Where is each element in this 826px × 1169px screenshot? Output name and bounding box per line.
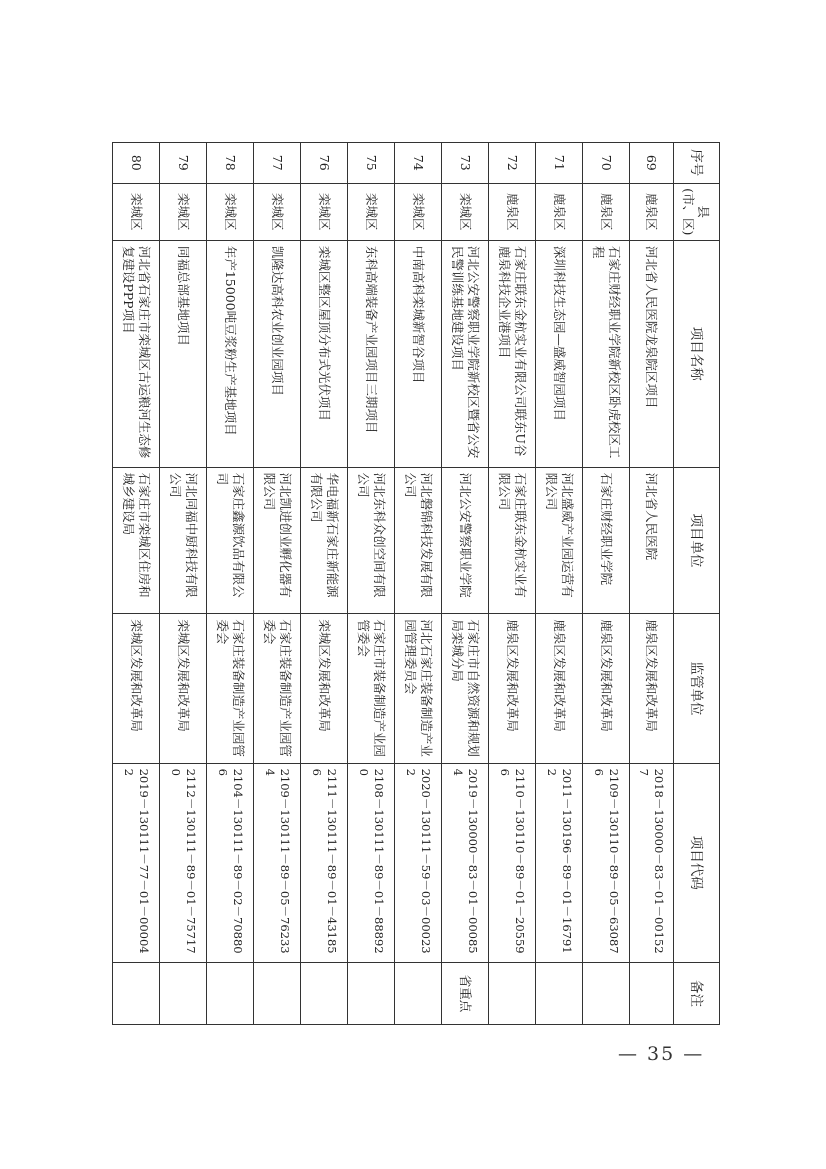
county-cell: 鹿泉区 <box>582 183 629 240</box>
project-table <box>112 142 720 1025</box>
row-number-cell: 70 <box>582 143 629 184</box>
remark-cell <box>488 962 535 1024</box>
supervisor-cell: 石家庄市自然资源和规划局栾城分局 <box>441 614 488 763</box>
row-number-cell: 79 <box>160 143 207 184</box>
project-code-cell: 2020－130111－59－03－000232 <box>394 763 441 962</box>
supervisor-cell: 鹿泉区发展和改革局 <box>629 614 673 763</box>
project-unit-cell: 河北凯进创业孵化器有限公司 <box>253 467 300 614</box>
table-row <box>253 143 300 1025</box>
project-code-cell: 2109－130111－89－05－762334 <box>253 763 300 962</box>
header-project-code: 项目代码 <box>674 763 720 962</box>
project-unit-cell: 河北公安警察职业学院 <box>441 467 488 614</box>
project-code-cell: 2019－130111－77－01－000042 <box>113 763 160 962</box>
county-cell: 栾城区 <box>300 183 347 240</box>
remark-cell: 省重点 <box>441 962 488 1024</box>
row-number-cell: 80 <box>113 143 160 184</box>
row-number-cell: 78 <box>207 143 254 184</box>
row-number-cell: 73 <box>441 143 488 184</box>
table-row <box>441 143 488 1025</box>
header-project-unit: 项目单位 <box>674 467 720 614</box>
table-row <box>347 143 394 1025</box>
table-row <box>629 143 673 1025</box>
row-number-cell: 69 <box>629 143 673 184</box>
header-project-name: 项目名称 <box>674 240 720 467</box>
supervisor-cell: 鹿泉区发展和改革局 <box>488 614 535 763</box>
header-row <box>674 143 720 1025</box>
project-name-cell: 河北公安警察职业学院新校区暨省公安民警训练基地建设项目 <box>441 240 488 467</box>
remark-cell <box>347 962 394 1024</box>
project-unit-cell: 石家庄联东金杭实业有限公司 <box>488 467 535 614</box>
project-code-cell: 2110－130110－89－01－205596 <box>488 763 535 962</box>
supervisor-cell: 鹿泉区发展和改革局 <box>582 614 629 763</box>
county-cell: 栾城区 <box>113 183 160 240</box>
header-remark: 备注 <box>674 962 720 1024</box>
remark-cell <box>300 962 347 1024</box>
project-name-cell: 栾城区整区屋顶分布式光伏项目 <box>300 240 347 467</box>
row-number-cell: 71 <box>535 143 582 184</box>
supervisor-cell: 栾城区发展和改革局 <box>160 614 207 763</box>
page-number: — 35 — <box>618 1043 705 1065</box>
header-supervisor: 监管单位 <box>674 614 720 763</box>
project-unit-cell: 河北东科众创空间有限公司 <box>347 467 394 614</box>
project-name-cell: 凯隆达高科农业创业园项目 <box>253 240 300 467</box>
project-name-cell: 东科高端装备产业园项目三期项目 <box>347 240 394 467</box>
table-row <box>394 143 441 1025</box>
table-row <box>207 143 254 1025</box>
project-code-cell: 2018－130000－83－01－001527 <box>629 763 673 962</box>
project-name-cell: 深圳科技生态园—盛威智园项目 <box>535 240 582 467</box>
project-code-cell: 2112－130111－89－01－757170 <box>160 763 207 962</box>
project-code-cell: 2111－130111－89－01－431856 <box>300 763 347 962</box>
supervisor-cell: 河北石家庄装备制造产业园管理委员会 <box>394 614 441 763</box>
remark-cell <box>394 962 441 1024</box>
project-unit-cell: 河北磐锦科技发展有限公司 <box>394 467 441 614</box>
project-unit-cell: 河北省人民医院 <box>629 467 673 614</box>
project-unit-cell: 石家庄财经职业学院 <box>582 467 629 614</box>
header-county: 县 (市、区) <box>674 183 720 240</box>
table-row <box>488 143 535 1025</box>
project-name-cell: 河北省石家庄市栾城区古运粮河生态修复建设PPP项目 <box>113 240 160 467</box>
county-cell: 鹿泉区 <box>535 183 582 240</box>
project-name-cell: 石家庄联东金杭实业有限公司联东U谷鹿泉科技企业港项目 <box>488 240 535 467</box>
remark-cell <box>582 962 629 1024</box>
remark-cell <box>253 962 300 1024</box>
remark-cell <box>160 962 207 1024</box>
rotated-table-content <box>112 142 720 1025</box>
county-cell: 栾城区 <box>347 183 394 240</box>
county-cell: 栾城区 <box>441 183 488 240</box>
rotated-table-frame <box>112 142 720 1025</box>
table-row <box>160 143 207 1025</box>
table-row <box>582 143 629 1025</box>
row-number-cell: 76 <box>300 143 347 184</box>
remark-cell <box>535 962 582 1024</box>
project-name-cell: 中南高科栾城新智谷项目 <box>394 240 441 467</box>
project-code-cell: 2109－130110－89－05－630876 <box>582 763 629 962</box>
project-name-cell: 同福总部基地项目 <box>160 240 207 467</box>
supervisor-cell: 石家庄装备制造产业园管委会 <box>253 614 300 763</box>
supervisor-cell: 栾城区发展和改革局 <box>300 614 347 763</box>
project-code-cell: 2011－130196－89－01－167912 <box>535 763 582 962</box>
project-code-cell: 2019－130000－83－01－000854 <box>441 763 488 962</box>
project-name-cell: 年产15000吨豆浆粉生产基地项目 <box>207 240 254 467</box>
supervisor-cell: 石家庄市装备制造产业园管委会 <box>347 614 394 763</box>
project-unit-cell: 河北盛威产业园运营有限公司 <box>535 467 582 614</box>
table-row <box>113 143 160 1025</box>
row-number-cell: 72 <box>488 143 535 184</box>
remark-cell <box>629 962 673 1024</box>
project-unit-cell: 石家庄鑫源饮品有限公司 <box>207 467 254 614</box>
project-code-cell: 2104－130111－89－02－708806 <box>207 763 254 962</box>
table-row <box>535 143 582 1025</box>
county-cell: 栾城区 <box>207 183 254 240</box>
project-name-cell: 石家庄财经职业学院新校区卧虎校区工程 <box>582 240 629 467</box>
county-cell: 鹿泉区 <box>629 183 673 240</box>
supervisor-cell: 栾城区发展和改革局 <box>113 614 160 763</box>
county-cell: 栾城区 <box>160 183 207 240</box>
table-body <box>113 143 674 1025</box>
row-number-cell: 74 <box>394 143 441 184</box>
county-cell: 栾城区 <box>253 183 300 240</box>
project-name-cell: 河北省人民医院龙泉院区项目 <box>629 240 673 467</box>
remark-cell <box>113 962 160 1024</box>
project-unit-cell: 河北同福中厨科技有限公司 <box>160 467 207 614</box>
supervisor-cell: 鹿泉区发展和改革局 <box>535 614 582 763</box>
row-number-cell: 75 <box>347 143 394 184</box>
supervisor-cell: 石家庄装备制造产业园管委会 <box>207 614 254 763</box>
project-code-cell: 2108－130111－89－01－888920 <box>347 763 394 962</box>
row-number-cell: 77 <box>253 143 300 184</box>
county-cell: 栾城区 <box>394 183 441 240</box>
project-unit-cell: 华电福新石家庄新能源有限公司 <box>300 467 347 614</box>
project-unit-cell: 石家庄市栾城区住房和城乡建设局 <box>113 467 160 614</box>
remark-cell <box>207 962 254 1024</box>
table-row <box>300 143 347 1025</box>
header-no: 序号 <box>674 143 720 184</box>
county-cell: 鹿泉区 <box>488 183 535 240</box>
